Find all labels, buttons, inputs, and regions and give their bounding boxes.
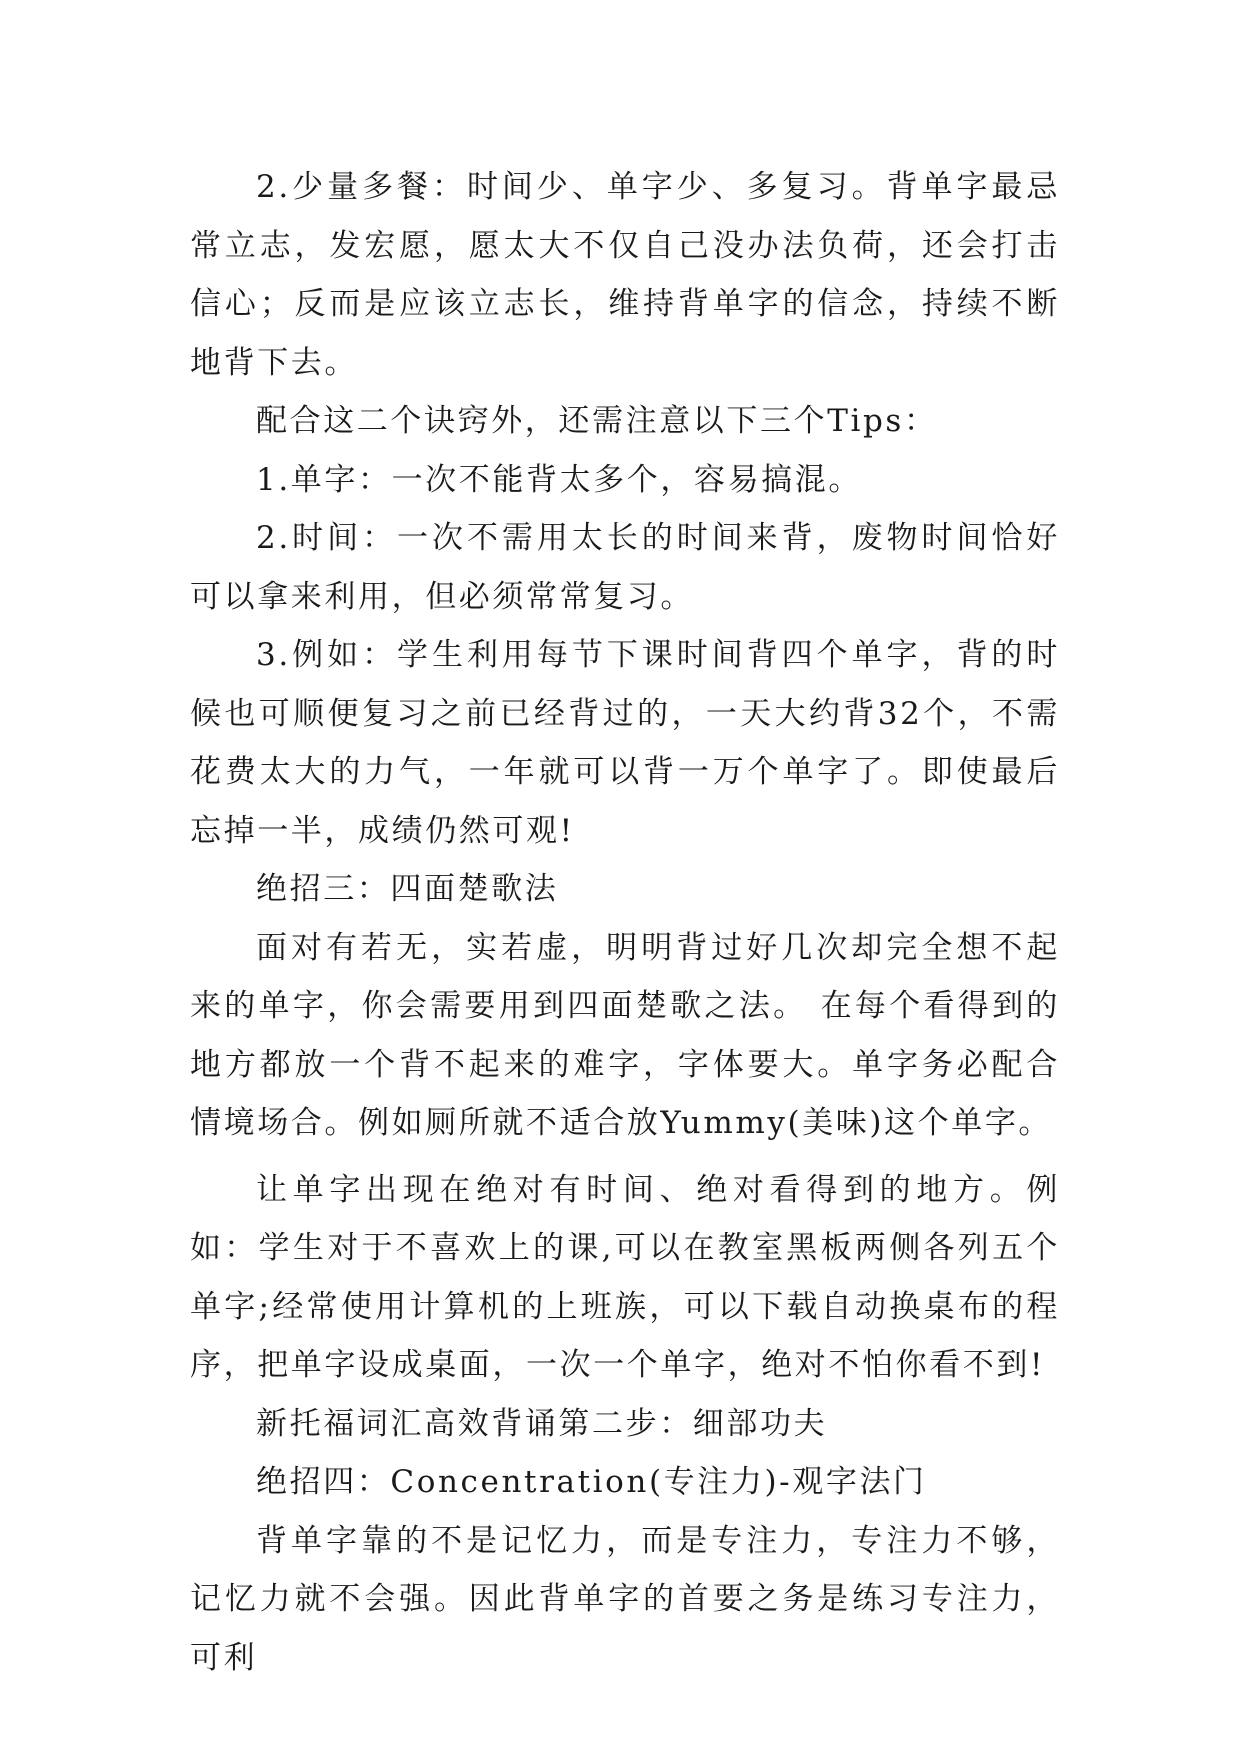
heading-trick-three: 绝招三：四面楚歌法 bbox=[256, 871, 559, 907]
paragraph-visible-places: 让单字出现在绝对有时间、绝对看得到的地方。例如：学生对于不喜欢上的课,可以在教室黑板两侧各列五个单字;经常使用计算机的上班族，可以下载自动换桌布的程序，把单字设成桌面，一次一个单字，绝对不怕你看不到! bbox=[190, 1171, 1060, 1383]
paragraph-small-frequent-meals: 2.少量多餐：时间少、单字少、多复习。背单字最忌常立志，发宏愿，愿太大不仅自己没办法负荷，还会打击信心；反而是应该立志长，维持背单字的信念，持续不断地背下去。 bbox=[190, 169, 1060, 381]
heading-trick-four: 绝招四：Concentration(专注力)-观字法门 bbox=[256, 1464, 927, 1500]
document-page bbox=[190, 158, 1060, 1687]
paragraph-tip-time: 2.时间：一次不需用太长的时间来背，废物时间恰好可以拿来利用，但必须常常复习。 bbox=[190, 520, 1060, 615]
paragraph-tip-words: 1.单字：一次不能背太多个，容易搞混。 bbox=[256, 461, 862, 498]
paragraph-tips-intro: 配合这二个诀窍外，还需注意以下三个Tips： bbox=[256, 403, 938, 439]
paragraph-concentration: 背单字靠的不是记忆力，而是专注力，专注力不够，记忆力就不会强。因此背单字的首要之务是练习专注力，可利 bbox=[190, 1522, 1060, 1676]
paragraph-four-sides: 面对有若无，实若虚，明明背过好几次却完全想不起来的单字，你会需要用到四面楚歌之法。 在每个看得到的地方都放一个背不起来的难字，字体要大。单字务必配合情境场合。例如厕所就不适合放Yummy(美味)这个单字。 bbox=[190, 929, 1060, 1141]
paragraph-tip-example: 3.例如：学生利用每节下课时间背四个单字，背的时候也可顺便复习之前已经背过的，一天大约背32个，不需花费太大的力气，一年就可以背一万个单字了。即使最后忘掉一半，成绩仍然可观! bbox=[190, 637, 1060, 849]
heading-step-two: 新托福词汇高效背诵第二步：细部功夫 bbox=[256, 1405, 828, 1442]
